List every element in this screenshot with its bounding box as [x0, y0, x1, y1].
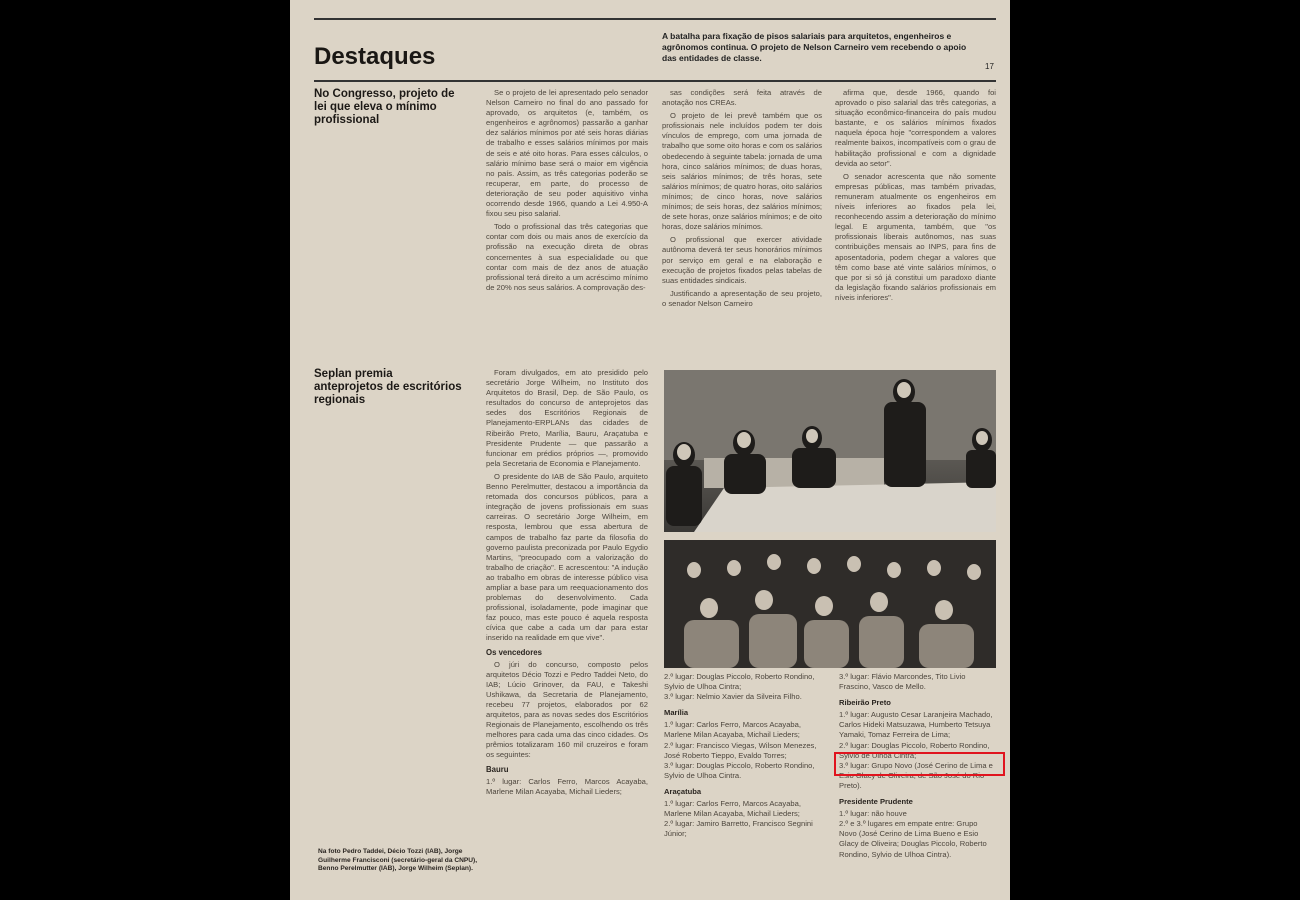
result-line: 3.º lugar: Douglas Piccolo, Roberto Rondino, Sylvio de Ulhoa Cintra. [664, 760, 815, 780]
article2-column-1 [486, 368, 648, 900]
article1-column-3 [835, 88, 996, 360]
result-line: 3.º lugar: Nelmio Xavier da Silveira Filho. [664, 692, 802, 702]
section-deck: A batalha para fixação de pisos salariais para arquitetos, engenheiros e agrônomos continua. O projeto de Nelson Carneiro vem recebendo o apoio das entidades de classe. [662, 31, 967, 63]
paragraph: Se o projeto de lei apresentado pelo senador Nelson Carneiro no final do ano passado for aprovado, os arquitetos (e, também, os engenheiros e agrônomos) passarão a ganhar dez salários mínimos por até seis horas diárias de trabalho e esses salários mínimos por mais de seis e até oito horas. Para esses cálculos, o salário mínimo base será o maior em vigência no país. Assim, as três categorias poderão se recuperar, em parte, do processo de deterioração de seu poder aquisitivo vinha ocorrendo desde 1966, quando a Lei 4.950-A fixou seu piso salarial. [486, 88, 648, 219]
city-label: Araçatuba [664, 786, 702, 796]
panel-photo-illustration [664, 370, 996, 532]
highlight-box [834, 752, 1005, 776]
audience-photo-illustration [664, 540, 996, 668]
paragraph: O senador acrescenta que não somente empresas públicas, mas também privadas, remuneram atualmente os engenheiros em níveis inferiores ao fixados pela lei, reconhecendo assim a deterioração do mínimo legal. E argumenta, também, que "os profissionais liberais autônomos, nas suas contribuições mensais ao INPS, para fins de aposentadoria, podem chegar a valores que têm como base até vinte salários mínimos, o que por si só já constitui um paradoxo diante da legislação fixando salários profissionais em níveis inferiores". [835, 171, 996, 302]
city-label: Ribeirão Preto [839, 698, 891, 708]
result-line: 2.º lugar: Francisco Viegas, Wilson Menezes, José Roberto Tieppo, Evaldo Torres; [664, 740, 817, 760]
results-column-3 [839, 672, 997, 900]
article1-column-2 [662, 88, 822, 360]
article2-headline: Seplan premia anteprojetos de escritórios regionais [314, 368, 462, 406]
audience-photo [664, 540, 996, 668]
paragraph: Justificando a apresentação de seu projeto, o senador Nelson Carneiro [662, 288, 822, 308]
header-rule [314, 80, 996, 82]
result-line: 1.º lugar: Carlos Ferro, Marcos Acayaba, Marlene Milan Acayaba, Michail Lieders; [664, 799, 801, 819]
top-rule [314, 18, 996, 20]
section-title: Destaques [314, 43, 436, 70]
city-label: Marília [664, 708, 689, 718]
result-line: 1.º lugar: Augusto Cesar Laranjeira Machado, Carlos Hideki Matsuzawa, Humberto Tetsuya Yamaki, Tomaz Ferreira de Lima; [839, 710, 993, 740]
winners-subhead: Os vencedores [486, 647, 542, 657]
result-line: 1.º lugar: não houve [839, 809, 907, 819]
city-label-bauru: Bauru [486, 764, 509, 774]
result-line: 3.º lugar: Grupo Novo (José Cerino de Lima e Esio Glacy de Oliveira, de São José do Rio Preto). [839, 760, 993, 790]
result-line: 2.º lugar: Jamiro Barretto, Francisco Segnini Júnior; [664, 819, 813, 839]
result-line: 3.º lugar: Flávio Marcondes, Tito Livio Frascino, Vasco de Mello. [839, 672, 966, 692]
result-line: 1.º lugar: Carlos Ferro, Marcos Acayaba, Marlene Milan Acayaba, Michail Lieders; [486, 776, 648, 796]
result-line: 1.º lugar: Carlos Ferro, Marcos Acayaba, Marlene Milan Acayaba, Michail Lieders; [664, 720, 801, 740]
paragraph: afirma que, desde 1966, quando foi aprovado o piso salarial das três categorias, a situação econômico-financeira do país mudou bastante, e os salários mínimos fixados naquela época hoje "correspondem a valores realmente baixos, incompatíveis com o grau de habilitação profissional e com a dignidade devida ao setor". [835, 88, 996, 168]
paragraph: O profissional que exercer atividade autônoma deverá ter seus honorários mínimos por serviço em geral e na elaboração e execução de projetos fixados pelas tabelas de suas entidades sindicais. [662, 235, 822, 285]
paragraph: O presidente do IAB de São Paulo, arquiteto Benno Perelmutter, destacou a importância da retomada dos concursos públicos, para a integração de jovens profissionais em suas carreiras. O secretário Jorge Wilheim, em resposta, lembrou que essa abertura de campos de trabalho faz parte da filosofia do governo paulista preconizada por Paulo Egydio Martins, "preocupado com a valorização do trabalho de criação". E acrescentou: "A indução ao trabalho em obras de interesse público visa ampliar a base para um reequacionamento dos problemas do desenvolvimento. Cada profissional, isoladamente, pode imaginar que faz pouco, mas este pouco é aquela resposta cívica que cabe a cada um dar para estar inserido na realidade em que vive". [486, 471, 648, 643]
paragraph: sas condições será feita através de anotação nos CREAs. [662, 88, 822, 108]
page-number: 17 [985, 62, 994, 71]
result-line: 2.º lugar: Douglas Piccolo, Roberto Rondino, Sylvio de Ulhoa Cintra; [664, 672, 815, 692]
result-line: 2.º lugar: Douglas Piccolo, Roberto Rondino, Sylvio de Ulhoa Cintra; [839, 740, 990, 760]
paragraph: Foram divulgados, em ato presidido pelo secretário Jorge Wilheim, no Instituto dos Arquitetos do Brasil, Dep. de São Paulo, os resultados do concurso de anteprojetos das sedes dos Escritórios Regionais de Planejamento-ERPLANs das cidades de Ribeirão Preto, Marília, Bauru, Araçatuba e Presidente Prudente — que passarão a funcionar em prédios próprios —, promovido pela Secretaria de Economia e Planejamento. [486, 368, 648, 468]
paragraph: O júri do concurso, composto pelos arquitetos Décio Tozzi e Pedro Taddei Neto, do IAB; Lúcio Grinover, da FAU, e Takeshi Ushikawa, da Secretaria de Planejamento, recebeu 77 projetos, elaborados por 62 arquitetos, para as novas sedes dos Escritórios Regionais de Planejamento, escolhendo os três melhores para cada uma das cinco cidades. Os prêmios totalizaram 160 mil cruzeiros e foram os seguintes: [486, 659, 648, 760]
result-line: 2.º e 3.º lugares em empate entre: Grupo Novo (José Cerino de Lima Bueno e Esio Glacy de Oliveira; Douglas Piccolo, Roberto Rondino, Sylvio de Ulhoa Cintra). [839, 819, 987, 859]
article1-column-1 [486, 88, 648, 360]
panel-photo [664, 370, 996, 532]
photo-caption: Na foto Pedro Taddei, Décio Tozzi (IAB), Jorge Guilherme Francisconi (secretário-geral da CNPU), Benno Perelmutter (IAB), Jorge Wilheim (Seplan). [318, 848, 478, 872]
results-column-2 [664, 672, 824, 900]
city-label: Presidente Prudente [839, 797, 913, 807]
paragraph: O projeto de lei prevê também que os profissionais nele incluídos podem ter dois vínculos de emprego, com uma jornada de trabalho que some oito horas e com os salários obedecendo à seguinte tabela: jornada de uma hora, cinco salários mínimos; de duas horas, seis salários mínimos; de três horas, sete salários mínimos; de quatro horas, oito salários mínimos; de cinco horas, nove salários mínimos; de seis horas, dez salários mínimos; de sete horas, onze salários mínimos; e de oito horas, doze salários mínimos. [662, 111, 822, 232]
article1-headline: No Congresso, projeto de lei que eleva o mínimo profissional [314, 88, 455, 126]
paragraph: Todo o profissional das três categorias que contar com dois ou mais anos de exercício da profissão na execução direta de obras concernentes à sua especialidade ou que contar com mais de dez anos de atuação profissional terá direito a um acréscimo mínimo de 20% nos seus salários. A comprovação des- [486, 222, 648, 292]
